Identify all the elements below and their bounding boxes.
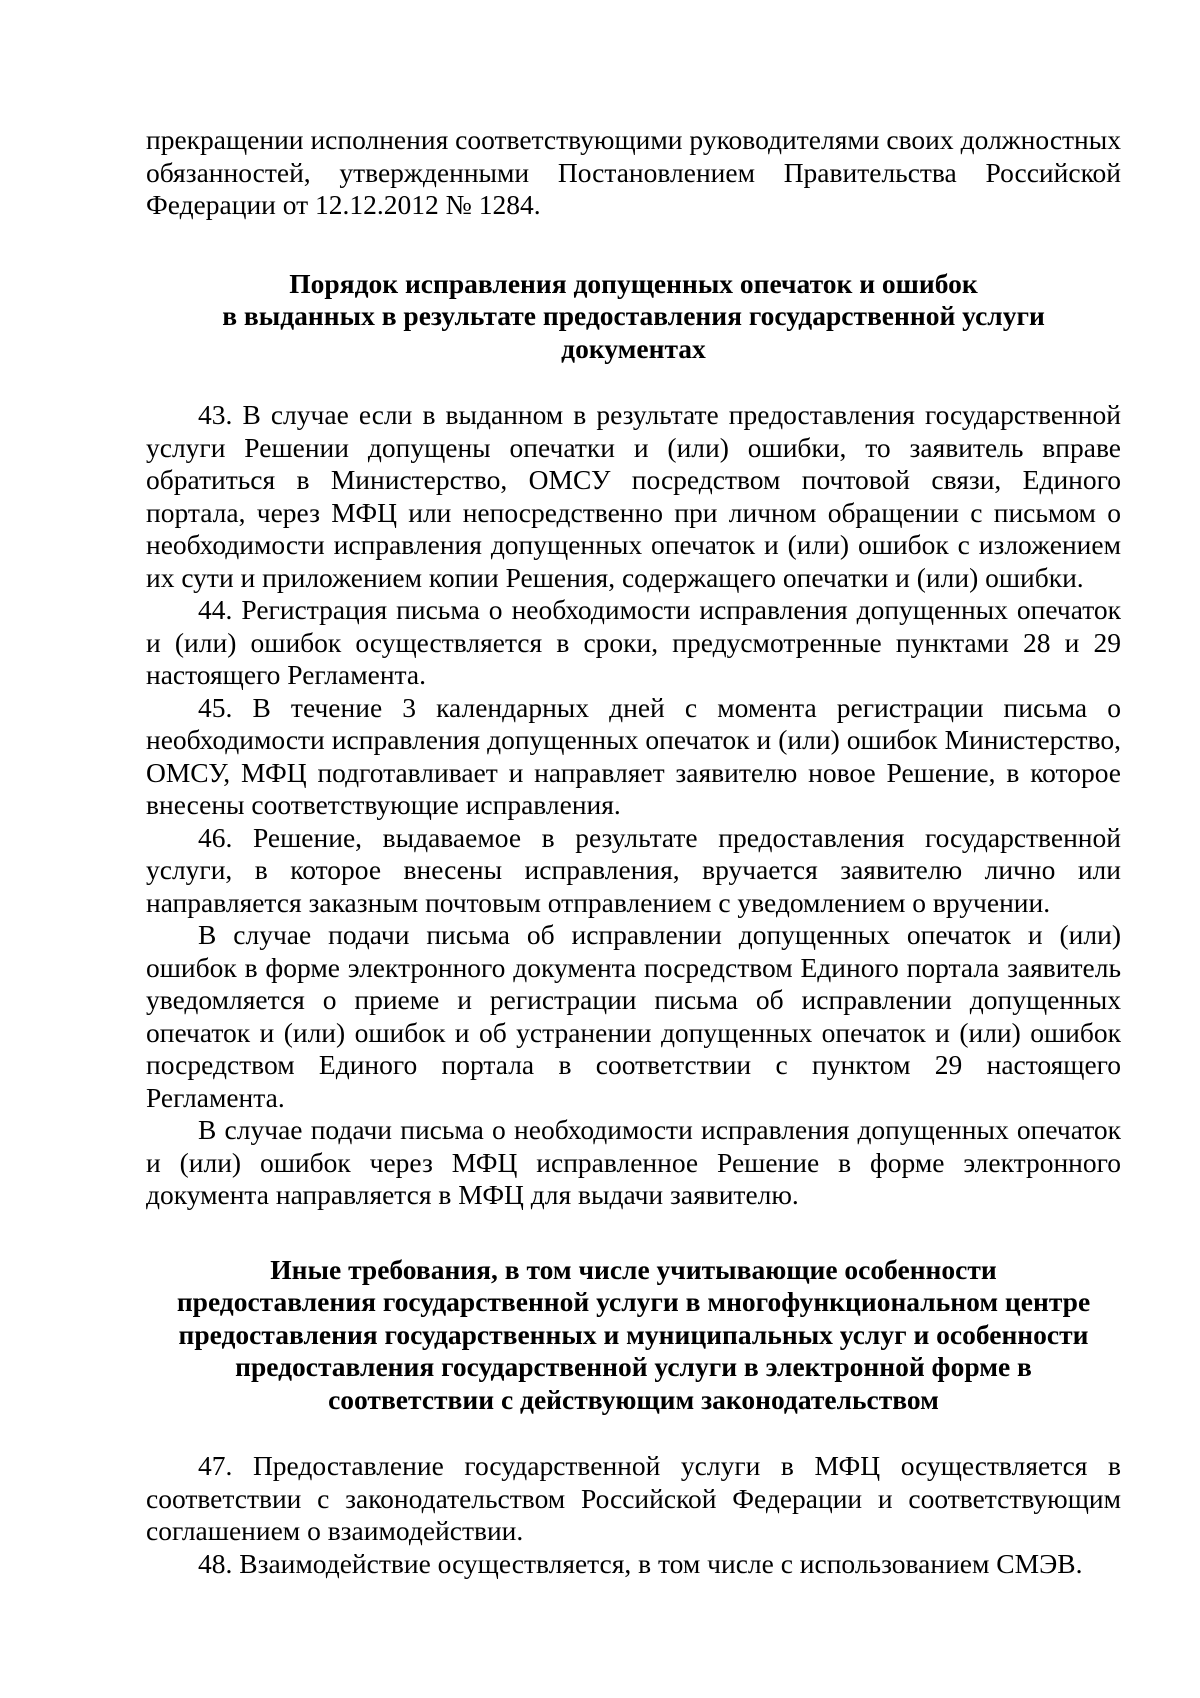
spacer bbox=[146, 1416, 1121, 1450]
heading-line: Порядок исправления допущенных опечаток и ошибок bbox=[289, 267, 978, 299]
paragraph-43: 43. В случае если в выданном в результате предоставления государственной услуги Решении допущены опечатки и (или) ошибки, то заявитель вправе обратиться в Министерство, ОМСУ посредством почтовой связи, Единого портала, через МФЦ или непосредственно при личном обращении с письмом о необходимости исправления допущенных опечаток и (или) ошибок с изложением их сути и приложением копии Решения, содержащего опечатки и (или) ошибки. bbox=[146, 399, 1121, 593]
spacer bbox=[146, 1212, 1121, 1254]
paragraph-46: 46. Решение, выдаваемое в результате предоставления государственной услуги, в которое внесены исправления, вручается заявителю лично или направляется заказным почтовым отправлением с уведомлением о вручении. bbox=[146, 821, 1121, 918]
paragraph-47: 47. Предоставление государственной услуги в МФЦ осуществляется в соответствии с законодательством Российской Федерации и соответствующим соглашением о взаимодействии. bbox=[146, 1450, 1121, 1546]
spacer bbox=[146, 365, 1121, 399]
paragraph-48: 48. Взаимодействие осуществляется, в том числе с использованием СМЭВ. bbox=[198, 1547, 1083, 1579]
heading-line: в выданных в результате предоставления государственной услуги bbox=[222, 300, 1045, 331]
intro-paragraph: прекращении исполнения соответствующими руководителями своих должностных обязанностей, утвержденными Постановлением Правительства Российской Федерации от 12.12.2012 № 1284. bbox=[146, 124, 1121, 220]
heading-line: предоставления государственной услуги в электронной форме в bbox=[235, 1351, 1032, 1382]
section-heading-corrections bbox=[146, 268, 1121, 366]
spacer bbox=[146, 222, 1121, 268]
heading-line: соответствии с действующим законодательством bbox=[328, 1383, 939, 1415]
paragraph-44: 44. Регистрация письма о необходимости исправления допущенных опечаток и (или) ошибок осуществляется в сроки, предусмотренные пунктами 28 и 29 настоящего Регламента. bbox=[146, 594, 1121, 690]
heading-line: предоставления государственной услуги в многофункциональном центре bbox=[176, 1286, 1091, 1317]
heading-line: Иные требования, в том числе учитывающие особенности bbox=[270, 1253, 997, 1285]
paragraph-46-mfc: В случае подачи письма о необходимости исправления допущенных опечаток и (или) ошибок через МФЦ исправленное Решение в форме электронного документа направляется в МФЦ для выдачи заявителю. bbox=[146, 1114, 1121, 1210]
paragraph-45: 45. В течение 3 календарных дней с момента регистрации письма о необходимости исправления допущенных опечаток и (или) ошибок Министерство, ОМСУ, МФЦ подготавливает и направляет заявителю новое Решение, в которое внесены соответствующие исправления. bbox=[146, 691, 1121, 820]
heading-line: предоставления государственных и муниципальных услуг и особенности bbox=[178, 1318, 1089, 1350]
section-heading-other-requirements bbox=[146, 1254, 1121, 1417]
document-page bbox=[146, 124, 1121, 1580]
paragraph-46-electronic: В случае подачи письма об исправлении допущенных опечаток и (или) ошибок в форме электронного документа посредством Единого портала заявитель уведомляется о приеме и регистрации письма об исправлении допущенных опечаток и (или) ошибок и об устранении допущенных опечаток и (или) ошибок посредством Единого портала в соответствии с пунктом 29 настоящего Регламента. bbox=[146, 919, 1121, 1113]
heading-line: документах bbox=[561, 332, 706, 364]
